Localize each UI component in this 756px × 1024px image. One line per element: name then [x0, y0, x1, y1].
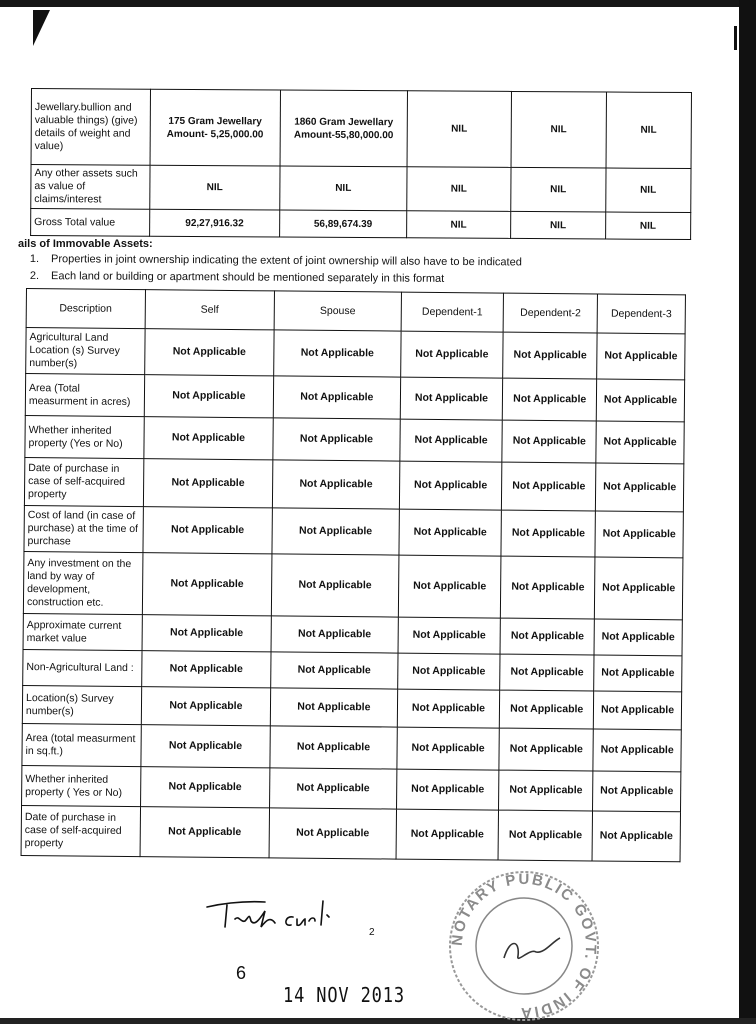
value-cell: Not Applicable	[502, 462, 596, 511]
value-cell: Not Applicable	[270, 688, 397, 727]
table-row	[22, 723, 681, 771]
note-number: 1.	[29, 253, 40, 266]
asset-value-cell: 1860 Gram Jewellary Amount-55,80,000.00	[280, 90, 407, 167]
value-cell: Not Applicable	[595, 511, 683, 558]
asset-value-cell: NIL	[606, 92, 692, 169]
note-item	[30, 253, 522, 268]
row-description: Area (Total measurment in acres)	[25, 374, 144, 417]
movable-assets-table	[30, 88, 692, 240]
table-row	[23, 551, 683, 619]
value-cell: Not Applicable	[271, 616, 398, 653]
note-number: 2.	[29, 270, 40, 283]
value-cell: Not Applicable	[593, 771, 681, 812]
value-cell: Not Applicable	[273, 376, 400, 419]
value-cell: Not Applicable	[502, 420, 596, 463]
value-cell: Not Applicable	[503, 378, 597, 421]
section-title: ails of Immovable Assets:	[18, 238, 153, 250]
value-cell: Not Applicable	[271, 652, 398, 689]
table-row	[25, 415, 684, 463]
value-cell: Not Applicable	[596, 379, 684, 422]
value-cell: Not Applicable	[400, 377, 503, 420]
value-cell: Not Applicable	[398, 555, 501, 618]
row-description: Date of purchase in case of self-acquired property	[24, 457, 143, 506]
table-row	[31, 89, 691, 169]
scan-edge-bottom	[0, 1018, 756, 1024]
value-cell: Not Applicable	[272, 508, 399, 555]
asset-value-cell: NIL	[149, 165, 280, 210]
value-cell: Not Applicable	[501, 556, 595, 619]
table-row	[24, 457, 683, 511]
table-header-row	[26, 289, 685, 334]
value-cell: Not Applicable	[141, 687, 271, 726]
value-cell: Not Applicable	[596, 421, 684, 464]
row-description: Whether inherited property ( Yes or No)	[22, 765, 141, 806]
value-cell: Not Applicable	[498, 810, 592, 861]
value-cell: Not Applicable	[269, 808, 396, 859]
table-row	[31, 209, 691, 240]
value-cell: Not Applicable	[596, 463, 684, 512]
row-description: Whether inherited property (Yes or No)	[25, 415, 144, 458]
value-cell: Not Applicable	[400, 419, 503, 462]
table-row	[24, 505, 683, 557]
value-cell: Not Applicable	[594, 619, 682, 656]
asset-value-cell: 56,89,674.39	[280, 210, 407, 238]
handwritten-number: 6	[236, 963, 247, 983]
value-cell: Not Applicable	[144, 375, 274, 418]
row-description: Cost of land (in case of purchase) at the time of purchase	[24, 505, 143, 552]
asset-value-cell: NIL	[406, 167, 511, 212]
value-cell: Not Applicable	[273, 418, 400, 461]
value-cell: Not Applicable	[270, 768, 397, 809]
value-cell: Not Applicable	[597, 333, 685, 380]
column-header: Spouse	[274, 291, 401, 331]
table-row	[31, 165, 691, 213]
table-row	[22, 765, 681, 811]
value-cell: Not Applicable	[399, 461, 502, 510]
row-description: Date of purchase in case of self-acquired property	[21, 805, 140, 856]
asset-value-cell: NIL	[407, 91, 512, 168]
signature	[205, 893, 355, 933]
row-description: Approximate current market value	[23, 613, 142, 650]
note-text: Each land or building or apartment should be mentioned separately in this format	[50, 270, 445, 285]
value-cell: Not Applicable	[594, 557, 682, 620]
value-cell: Not Applicable	[142, 615, 272, 652]
value-cell: Not Applicable	[400, 331, 503, 378]
value-cell: Not Applicable	[593, 691, 681, 730]
row-description: Any investment on the land by way of development, construction etc.	[23, 551, 142, 614]
date-stamp: 14 NOV 2013	[283, 983, 405, 1007]
value-cell: Not Applicable	[274, 330, 401, 377]
value-cell: Not Applicable	[396, 809, 499, 860]
value-cell: Not Applicable	[399, 509, 502, 556]
value-cell: Not Applicable	[503, 332, 597, 379]
row-description: Agricultural Land Location (s) Survey number(s)	[26, 328, 145, 375]
column-header: Dependent-3	[597, 294, 685, 334]
immovable-assets-table	[21, 288, 686, 862]
page-number: 2	[369, 927, 375, 938]
value-cell: Not Applicable	[592, 811, 680, 862]
value-cell: Not Applicable	[500, 654, 594, 691]
value-cell: Not Applicable	[144, 329, 274, 376]
row-description: Area (total measurment in sq.ft.)	[22, 723, 141, 766]
value-cell: Not Applicable	[397, 653, 500, 690]
value-cell: Not Applicable	[398, 617, 501, 654]
row-description: Location(s) Survey number(s)	[22, 685, 141, 724]
value-cell: Not Applicable	[499, 728, 593, 771]
asset-value-cell: NIL	[605, 168, 691, 213]
value-cell: Not Applicable	[397, 727, 500, 770]
table-row	[21, 805, 680, 861]
value-cell: Not Applicable	[142, 553, 272, 616]
note-item	[30, 270, 444, 285]
row-description: Non-Agricultural Land :	[23, 649, 142, 686]
value-cell: Not Applicable	[140, 807, 270, 858]
value-cell: Not Applicable	[594, 655, 682, 692]
value-cell: Not Applicable	[141, 651, 271, 688]
value-cell: Not Applicable	[272, 554, 399, 617]
column-header: Description	[26, 289, 145, 329]
asset-value-cell: NIL	[511, 167, 606, 212]
value-cell: Not Applicable	[593, 729, 681, 772]
table-row	[22, 685, 681, 729]
svg-text:NOTARY PUBLIC GOVT. OF INDIA: NOTARY PUBLIC GOVT. OF INDIA	[448, 870, 600, 1022]
row-label: Gross Total value	[31, 209, 150, 237]
value-cell: Not Applicable	[500, 690, 594, 729]
scan-edge-right	[739, 0, 756, 1024]
row-label: Jewellary.bullion and valuable things) (give) details of weight and value)	[31, 89, 150, 166]
table-row	[25, 374, 684, 422]
column-header: Dependent-1	[401, 292, 504, 332]
row-label: Any other assets such as value of claims/interest	[31, 165, 150, 210]
value-cell: Not Applicable	[143, 507, 273, 554]
column-header: Dependent-2	[503, 293, 597, 333]
value-cell: Not Applicable	[500, 618, 594, 655]
scan-edge-top	[0, 0, 756, 7]
asset-value-cell: NIL	[605, 212, 691, 240]
column-header: Self	[145, 290, 275, 330]
scan-corner-mark	[33, 10, 50, 46]
asset-value-cell: NIL	[280, 166, 407, 211]
value-cell: Not Applicable	[143, 459, 273, 508]
notary-seal	[440, 868, 608, 1024]
table-row	[26, 328, 685, 380]
value-cell: Not Applicable	[144, 417, 274, 460]
asset-value-cell: NIL	[406, 211, 511, 239]
note-text: Properties in joint ownership indicating the extent of joint ownership will also have to be indicated	[50, 253, 522, 269]
value-cell: Not Applicable	[499, 770, 593, 811]
value-cell: Not Applicable	[273, 460, 400, 509]
value-cell: Not Applicable	[396, 769, 499, 810]
asset-value-cell: NIL	[511, 91, 606, 168]
value-cell: Not Applicable	[141, 725, 271, 768]
value-cell: Not Applicable	[270, 726, 397, 769]
asset-value-cell: 175 Gram Jewellary Amount- 5,25,000.00	[150, 89, 281, 166]
asset-value-cell: 92,27,916.32	[149, 209, 280, 237]
scan-tick-mark	[734, 26, 737, 50]
value-cell: Not Applicable	[397, 689, 500, 728]
asset-value-cell: NIL	[511, 211, 606, 239]
value-cell: Not Applicable	[140, 767, 270, 808]
value-cell: Not Applicable	[501, 510, 595, 557]
